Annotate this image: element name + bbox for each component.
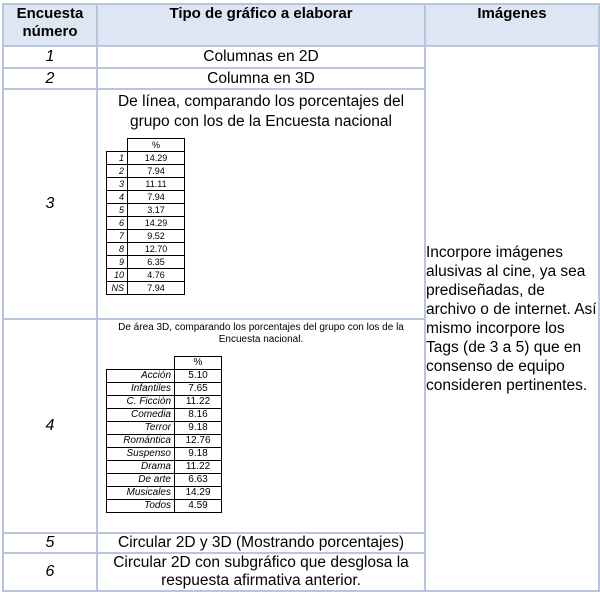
header-encuesta: Encuesta número: [3, 4, 97, 46]
row-value: 9.52: [128, 230, 185, 243]
row-value: 12.76: [175, 435, 222, 448]
mini-table-row: [107, 282, 185, 295]
imagenes-instructions: Incorpore imágenes alusivas al cine, ya sea prediseñadas, de archivo o de internet. Así mismo incorpore los Tags (de 3 a 5) que en consenso de equipo consideren pertinentes.: [426, 243, 597, 394]
row-label: Terror: [107, 422, 175, 435]
percent-header-row: [107, 357, 222, 370]
chart-type: De línea, comparando los porcentajes del grupo con los de la Encuesta nacional: [117, 93, 405, 130]
row-value: 6.35: [128, 256, 185, 269]
mini-table-row: [107, 383, 222, 396]
mini-table-row: [107, 152, 185, 165]
mini-table-row: [107, 396, 222, 409]
row-label: Comedia: [107, 409, 175, 422]
mini-table-row: [107, 461, 222, 474]
mini-table-row: [107, 178, 185, 191]
row-value: 11.11: [128, 178, 185, 191]
row-number: 5: [3, 533, 97, 553]
row-label: Acción: [107, 370, 175, 383]
row-value: 4.76: [128, 269, 185, 282]
row-value: 14.29: [128, 152, 185, 165]
row-value: 11.22: [175, 461, 222, 474]
chart-type: Columna en 3D: [97, 68, 425, 89]
row-label: 7: [107, 230, 128, 243]
row-value: 5.10: [175, 370, 222, 383]
row-label: Romántica: [107, 435, 175, 448]
mini-table-row: [107, 422, 222, 435]
chart-type-cell: [97, 319, 425, 533]
chart-type: Columnas en 2D: [97, 46, 425, 68]
row-value: 12.70: [128, 243, 185, 256]
row-value: 6.63: [175, 474, 222, 487]
mini-table-row: [107, 243, 185, 256]
percent-table: [106, 138, 185, 295]
row-label: Infantiles: [107, 383, 175, 396]
percent-header-row: [107, 139, 185, 152]
row-value: 7.94: [128, 282, 185, 295]
percent-header: %: [175, 357, 222, 370]
row-label: 6: [107, 217, 128, 230]
row-value: 7.65: [175, 383, 222, 396]
header-imagenes: Imágenes: [425, 4, 599, 46]
row-label: 1: [107, 152, 128, 165]
mini-table-row: [107, 165, 185, 178]
mini-table-row: [107, 269, 185, 282]
chart-type: Circular 2D y 3D (Mostrando porcentajes): [97, 533, 425, 553]
row-label: NS: [107, 282, 128, 295]
chart-type: Circular 2D con subgráfico que desglosa la respuesta afirmativa anterior.: [97, 553, 425, 591]
table-row: [3, 46, 599, 68]
row-number: 2: [3, 68, 97, 89]
chart-type: De área 3D, comparando los porcentajes del grupo con los de la Encuesta nacional.: [118, 322, 404, 345]
mini-table-row: [107, 474, 222, 487]
row-label: 2: [107, 165, 128, 178]
row-number: 1: [3, 46, 97, 68]
row-label: 8: [107, 243, 128, 256]
row-label: Suspenso: [107, 448, 175, 461]
mini-table-row: [107, 500, 222, 513]
row-value: 3.17: [128, 204, 185, 217]
row-label: C. Ficción: [107, 396, 175, 409]
row-label: 5: [107, 204, 128, 217]
mini-table-row: [107, 370, 222, 383]
row-label: Musicales: [107, 487, 175, 500]
empty-cell: [107, 357, 175, 370]
row-label: 10: [107, 269, 128, 282]
row-label: 3: [107, 178, 128, 191]
row-value: 7.94: [128, 165, 185, 178]
row-label: 4: [107, 191, 128, 204]
row-value: 14.29: [175, 487, 222, 500]
mini-table-row: [107, 256, 185, 269]
row-value: 8.16: [175, 409, 222, 422]
mini-table-row: [107, 204, 185, 217]
mini-table-row: [107, 448, 222, 461]
row-label: 9: [107, 256, 128, 269]
genre-percent-table: [106, 356, 222, 513]
mini-table-row: [107, 435, 222, 448]
mini-table-row: [107, 409, 222, 422]
row-number: 6: [3, 553, 97, 591]
empty-cell: [107, 139, 128, 152]
row-value: 7.94: [128, 191, 185, 204]
row-number: 4: [3, 319, 97, 533]
chart-type-cell: [97, 89, 425, 319]
row-value: 9.18: [175, 448, 222, 461]
row-label: Drama: [107, 461, 175, 474]
survey-table: [2, 3, 600, 592]
mini-table-row: [107, 230, 185, 243]
row-value: 9.18: [175, 422, 222, 435]
row-number: 3: [3, 89, 97, 319]
row-value: 14.29: [128, 217, 185, 230]
percent-header: %: [128, 139, 185, 152]
mini-table-row: [107, 217, 185, 230]
row-value: 4.59: [175, 500, 222, 513]
row-label: De arte: [107, 474, 175, 487]
mini-table-row: [107, 191, 185, 204]
imagenes-cell: [425, 46, 599, 591]
row-label: Todos: [107, 500, 175, 513]
row-value: 11.22: [175, 396, 222, 409]
mini-table-row: [107, 487, 222, 500]
header-tipo: Tipo de gráfico a elaborar: [97, 4, 425, 46]
